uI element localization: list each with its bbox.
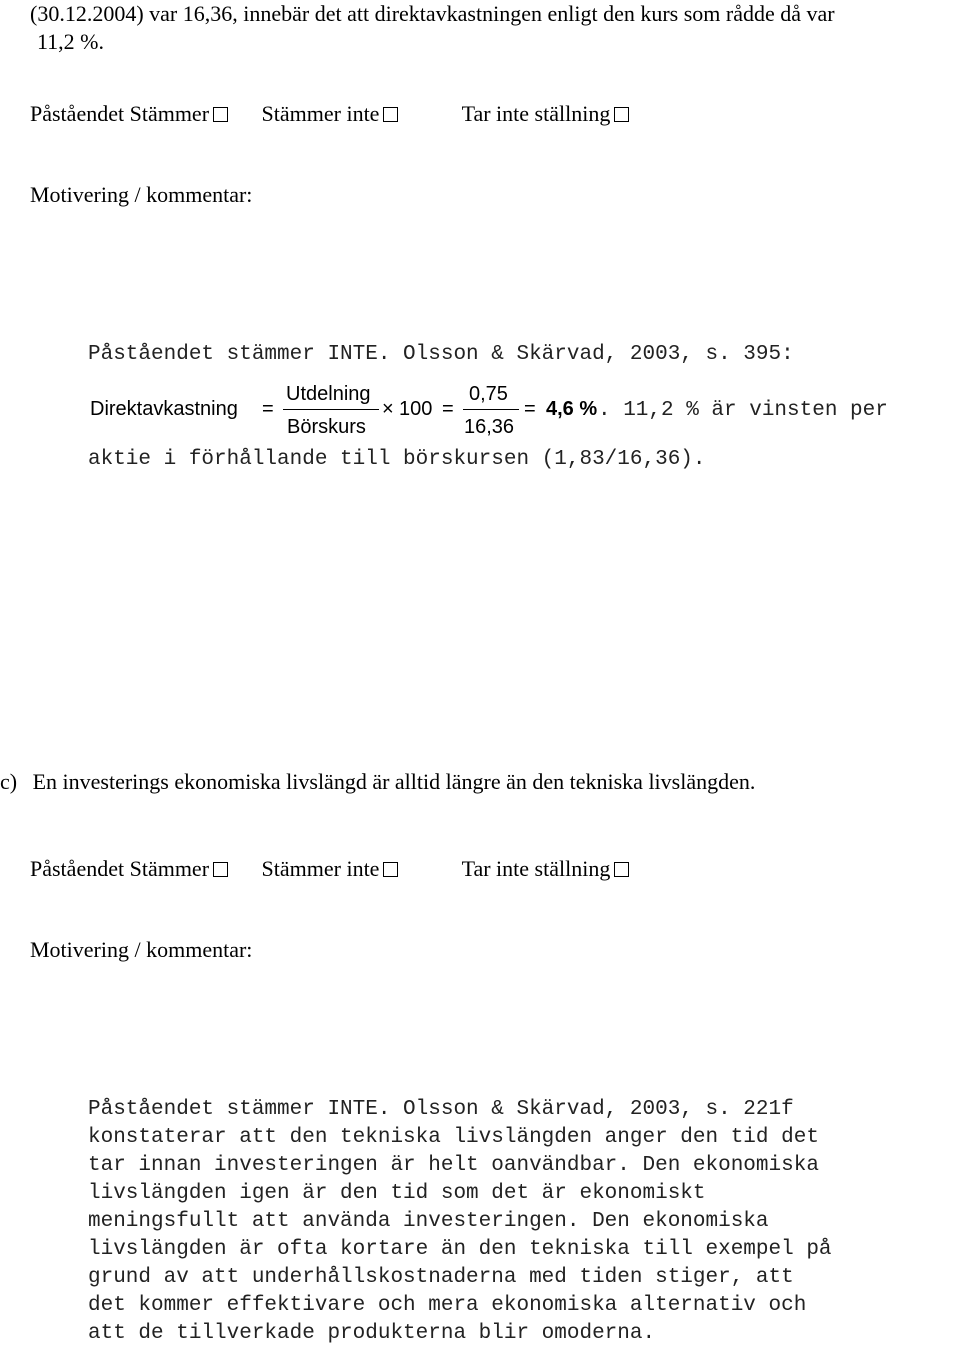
question-c — [0, 768, 755, 796]
checkbox-stammer-inte[interactable] — [383, 862, 398, 877]
checkbox-stammer-inte[interactable] — [383, 107, 398, 122]
formula-times: × — [382, 398, 394, 420]
checkbox-tar-inte-stallning[interactable] — [614, 862, 629, 877]
answer-c-line: livslängden igen är den tid som det är ekonomiskt — [88, 1182, 706, 1205]
option-label: Tar inte ställning — [461, 101, 611, 126]
answer-c-line: Påståendet stämmer INTE. Olsson & Skärvad, 2003, s. 221f — [88, 1098, 794, 1121]
answer-c-line: att de tillverkade produkterna blir omoderna. — [88, 1322, 656, 1345]
answer-c-line: det kommer effektivare och mera ekonomiska alternativ och — [88, 1294, 807, 1317]
option-label: Tar inte ställning — [461, 856, 611, 881]
formula-tail: . 11,2 % är vinsten per — [598, 399, 888, 422]
option-tar-inte-stallning[interactable] — [462, 101, 630, 126]
intro-line-1: (30.12.2004) var 16,36, innebär det att direktavkastningen enligt den kurs som rådde då var — [30, 1, 835, 26]
formula-hundred: 100 — [399, 398, 433, 420]
fraction-bar-2 — [463, 409, 519, 410]
option-label: Stämmer — [129, 101, 210, 126]
formula-numerator-1: Utdelning — [286, 383, 371, 405]
formula-equals-1: = — [262, 398, 274, 420]
answer-c — [0, 1096, 870, 1348]
statement-prefix: Påståendet — [30, 856, 125, 881]
motivation-label-b: Motivering / kommentar: — [30, 182, 253, 207]
option-stammer-inte[interactable] — [262, 101, 399, 126]
formula-result: 4,6 % — [546, 398, 598, 420]
option-stammer[interactable] — [130, 101, 228, 126]
formula-equals-2: = — [442, 398, 454, 420]
statement-row-b — [30, 100, 629, 128]
statement-row-c — [30, 855, 629, 883]
option-label: Stämmer — [129, 856, 210, 881]
formula-denominator-1: Börskurs — [287, 416, 366, 438]
answer-c-line: meningsfullt att använda investeringen. Den ekonomiska — [88, 1210, 769, 1233]
checkbox-stammer[interactable] — [213, 862, 228, 877]
answer-c-line: livslängden är ofta kortare än den tekniska till exempel på — [88, 1238, 832, 1261]
statement-prefix: Påståendet — [30, 101, 125, 126]
formula-denominator-2: 16,36 — [464, 416, 515, 438]
answer-b-line-1: Påståendet stämmer INTE. Olsson & Skärvad, 2003, s. 395: — [88, 343, 794, 366]
answer-c-line: tar innan investeringen är helt oanvändbar. Den ekonomiska — [88, 1154, 819, 1177]
question-c-label: c) — [0, 769, 18, 794]
motivation-label-c: Motivering / kommentar: — [30, 937, 253, 962]
option-stammer[interactable] — [130, 856, 228, 881]
option-tar-inte-stallning[interactable] — [462, 856, 630, 881]
option-label: Stämmer inte — [261, 856, 380, 881]
fraction-bar-1 — [283, 409, 379, 410]
question-c-text: En investerings ekonomiska livslängd är alltid längre än den tekniska livslängden. — [32, 769, 756, 794]
answer-c-line: grund av att underhållskostnaderna med tiden stiger, att — [88, 1266, 794, 1289]
formula-lhs: Direktavkastning — [90, 398, 238, 420]
checkbox-tar-inte-stallning[interactable] — [614, 107, 629, 122]
formula-equals-3: = — [524, 398, 536, 420]
formula-numerator-2: 0,75 — [469, 383, 508, 405]
intro-line-2: 11,2 %. — [37, 29, 105, 54]
answer-b-line-3: aktie i förhållande till börskursen (1,83/16,36). — [88, 448, 706, 471]
option-label: Stämmer inte — [261, 101, 380, 126]
answer-c-line: konstaterar att den tekniska livslängden anger den tid det — [88, 1126, 819, 1149]
checkbox-stammer[interactable] — [213, 107, 228, 122]
option-stammer-inte[interactable] — [262, 856, 399, 881]
